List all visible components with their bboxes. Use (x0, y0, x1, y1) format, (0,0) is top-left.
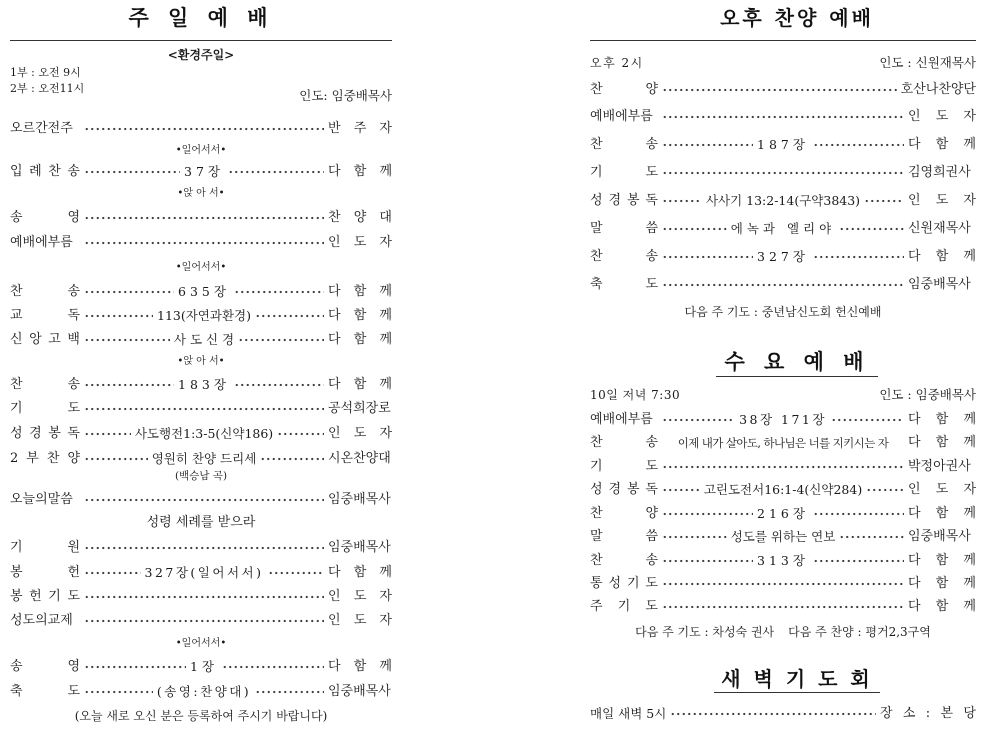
order-item-person: 인 도 자 (328, 613, 392, 628)
order-item-label: 찬 송 (10, 377, 80, 392)
newcomer-note: (오늘 새로 오신 분은 등록하여 주시기 바랍니다) (74, 709, 328, 723)
order-item-content: 313장 (757, 553, 809, 568)
order-item (10, 306, 392, 326)
order-item-label: 성 경 봉 독 (590, 482, 658, 497)
order-item-label: 예배에부름 (590, 412, 653, 427)
order-item-person: 다 함 께 (908, 249, 976, 264)
dot-leader (234, 375, 324, 395)
sunday-service-column (10, 0, 392, 742)
dot-leader (831, 410, 904, 430)
order-item-label: 찬 양 (590, 82, 658, 97)
order-item-content: 216장 (757, 506, 809, 521)
order-item (590, 247, 976, 267)
order-item-label: 기 도 (590, 165, 658, 180)
order-item-content: 영원히 찬양 드리세 (151, 451, 257, 466)
order-item-content: 635장 (178, 284, 230, 299)
order-item-label: 기 도 (10, 401, 80, 416)
dawn-prayer-title: 새 벽 기 도 회 (721, 667, 873, 691)
order-item-content: 183장 (178, 377, 230, 392)
order-item-label: 주 기 도 (590, 599, 658, 614)
order-item-person: 호산나찬양단 (900, 82, 976, 97)
order-item-label: 성 경 봉 독 (590, 193, 658, 208)
posture-note: •앉 아 서• (177, 188, 225, 199)
order-item-person: 김영희권사 (908, 165, 971, 180)
order-item-person: 박정아권사 (908, 459, 971, 474)
order-item-person: 다 함 께 (328, 377, 392, 392)
dot-leader (84, 306, 153, 326)
order-item-person: 인 도 자 (328, 589, 392, 604)
order-item (10, 538, 392, 558)
order-item-label: 찬 송 (590, 553, 658, 568)
order-item-label: 기 원 (10, 540, 80, 555)
dot-leader (662, 551, 753, 571)
dot-leader (238, 330, 324, 350)
sunday-leader: 인도: 임중배목사 (299, 88, 392, 103)
order-item (10, 119, 392, 139)
dawn-prayer-location: 장 소 : 본 당 (880, 706, 976, 721)
wednesday-service-title: 수 요 예 배 (724, 349, 870, 374)
dot-leader (662, 504, 753, 524)
afternoon-service-title: 오후 찬양 예배 (720, 6, 874, 30)
first-service-time: 1부 : 오전 9시 (10, 66, 81, 79)
order-item-content: 327장(일어서서) (144, 565, 264, 580)
order-item-person: 임중배목사 (908, 277, 971, 292)
dot-leader (662, 247, 753, 267)
sermon-title: 성령 세례를 받으라 (146, 515, 256, 530)
order-item-content: 1장 (189, 659, 219, 674)
sunday-theme: <환경주일> (167, 48, 235, 62)
dot-leader (662, 107, 904, 127)
order-item-person: 다 함 께 (908, 412, 977, 427)
dot-leader (84, 657, 186, 677)
order-item-content: 38장 171장 (739, 412, 827, 427)
dot-leader (839, 527, 904, 547)
dot-leader (277, 424, 324, 444)
order-item-person: 다 함 께 (908, 137, 976, 152)
order-item-person: 찬 양 대 (328, 210, 392, 225)
order-item-person: 다 함 께 (908, 435, 976, 450)
afternoon-time: 오후 2시 (590, 56, 644, 70)
dot-leader (662, 219, 727, 239)
dot-leader (260, 449, 324, 469)
wednesday-next-praise: 다음 주 찬양 : 평거2,3구역 (788, 625, 931, 639)
order-item-person: 다 함 께 (328, 565, 392, 580)
dot-leader (222, 657, 324, 677)
order-item (10, 282, 392, 302)
dot-leader (255, 682, 324, 702)
order-item (590, 107, 976, 127)
order-item-person: 임중배목사 (908, 529, 971, 544)
order-item-person: 인 도 자 (908, 193, 976, 208)
dot-leader (662, 480, 700, 500)
order-item-content: 성도를 위하는 연보 (730, 529, 836, 544)
order-item-label: 찬 송 (10, 284, 80, 299)
order-item (590, 480, 976, 500)
order-item-person: 다 함 께 (328, 332, 393, 347)
dot-leader (662, 527, 727, 547)
order-item (10, 490, 392, 510)
order-item (590, 191, 976, 211)
order-item (10, 657, 392, 677)
dot-leader (84, 399, 324, 419)
dot-leader (662, 275, 904, 295)
order-item-label: 말 씀 (590, 529, 658, 544)
dot-leader (84, 233, 324, 253)
dot-leader (84, 208, 324, 228)
dot-leader (84, 682, 153, 702)
order-item-label: 예배에부름 (590, 109, 653, 124)
order-item-person: 반 주 자 (328, 121, 392, 136)
order-item-label: 봉 헌 (10, 565, 80, 580)
dot-leader (662, 191, 702, 211)
order-item-label: 기 도 (590, 459, 658, 474)
dot-leader (813, 135, 904, 155)
hymn-composer: (백승남 곡) (174, 470, 228, 482)
order-item-content: 사도행전1:3-5(신약186) (134, 426, 274, 441)
order-item (590, 574, 976, 594)
order-item-label: 입 례 찬 송 (10, 164, 80, 179)
order-item (590, 219, 976, 239)
order-item (10, 587, 392, 607)
order-item-label: 오늘의말씀 (10, 492, 73, 507)
second-service-time: 2부 : 오전11시 (10, 82, 85, 95)
order-item-person: 임중배목사 (328, 492, 391, 507)
dot-leader (662, 135, 753, 155)
dot-leader (662, 574, 904, 594)
order-item-label: 봉 헌 기 도 (10, 589, 80, 604)
wednesday-time: 10일 저녁 7:30 (590, 388, 681, 402)
order-item-label: 송 영 (10, 210, 80, 225)
weekday-services-column (590, 0, 976, 742)
order-item-label: 축 도 (590, 277, 658, 292)
order-item (10, 330, 392, 350)
dot-leader (84, 563, 141, 583)
order-item-label: 축 도 (10, 684, 80, 699)
title-underline (590, 40, 976, 41)
dot-leader (228, 162, 324, 182)
order-item (590, 275, 976, 295)
dot-leader (813, 504, 904, 524)
dot-leader (268, 563, 325, 583)
wednesday-leader: 인도 : 임중배목사 (879, 387, 976, 402)
order-item-person: 다 함 께 (908, 553, 976, 568)
order-item (10, 449, 392, 469)
dot-leader (84, 538, 324, 558)
title-underline (716, 376, 878, 377)
order-item (10, 233, 392, 253)
order-item (590, 163, 976, 183)
order-item (10, 162, 392, 182)
order-item-label: 찬 양 (590, 506, 658, 521)
order-item (10, 563, 392, 583)
dot-leader (84, 162, 180, 182)
order-item-label: 통 성 기 도 (590, 576, 658, 591)
order-item-label: 2 부 찬 양 (10, 451, 80, 466)
dot-leader (84, 449, 148, 469)
order-item-label: 성 경 봉 독 (10, 426, 80, 441)
order-item-content: 사사기 13:2-14(구약3843) (705, 193, 861, 208)
dot-leader (255, 306, 324, 326)
order-item (10, 375, 392, 395)
order-item-label: 찬 송 (590, 249, 658, 264)
order-item-person: 인 도 자 (908, 482, 977, 497)
dot-leader (662, 80, 897, 100)
order-item (10, 208, 392, 228)
dot-leader (662, 163, 904, 183)
order-item (590, 551, 976, 571)
order-item-content: 고린도전서16:1-4(신약284) (703, 482, 863, 497)
order-item-label: 말 씀 (590, 221, 658, 236)
afternoon-time-row (590, 53, 976, 73)
wednesday-time-row (590, 385, 976, 405)
dot-leader (84, 119, 324, 139)
order-item-person: 임중배목사 (328, 540, 391, 555)
order-item-content: 에녹과 엘리야 (730, 221, 836, 236)
sunday-service-title: 주 일 예 배 (128, 5, 274, 30)
dot-leader (813, 551, 904, 571)
order-item-label: 교 독 (10, 308, 80, 323)
wednesday-next-prayer: 다음 주 기도 : 차성숙 권사 (635, 625, 775, 639)
order-item (10, 424, 392, 444)
wednesday-next-info (590, 623, 976, 641)
order-item (10, 682, 392, 702)
dot-leader (84, 424, 131, 444)
order-item-content: (송영:찬양대) (156, 684, 252, 699)
dawn-prayer-time: 매일 새벽 5시 (590, 706, 667, 721)
dot-leader (662, 457, 904, 477)
dot-leader (864, 191, 904, 211)
order-item-label: 찬 송 (590, 137, 658, 152)
dot-leader (84, 611, 324, 631)
order-item (590, 135, 976, 155)
order-item-label: 성도의교제 (10, 613, 73, 628)
order-item (10, 399, 392, 419)
dot-leader (670, 704, 876, 724)
order-item (590, 527, 976, 547)
posture-note: •일어서서• (175, 262, 227, 273)
order-item (590, 597, 976, 617)
order-item-person: 공석희장로 (328, 401, 391, 416)
dot-leader (84, 282, 174, 302)
order-item-person: 인 도 자 (908, 109, 976, 124)
order-item-person: 다 함 께 (328, 308, 392, 323)
order-item (590, 433, 976, 453)
order-item-person: 다 함 께 (908, 576, 976, 591)
afternoon-next-prayer: 다음 주 기도 : 중년남신도회 헌신예배 (684, 305, 882, 319)
afternoon-leader: 인도 : 신원재목사 (879, 55, 976, 70)
order-item-person: 인 도 자 (328, 235, 392, 250)
order-item-person: 다 함 께 (908, 599, 976, 614)
order-item-label: 오르간전주 (10, 121, 73, 136)
posture-note: •일어서서• (175, 638, 227, 649)
order-item (590, 410, 976, 430)
dot-leader (839, 219, 904, 239)
order-item-person: 신원재목사 (908, 221, 971, 236)
dot-leader (234, 282, 324, 302)
order-item-person: 다 함 께 (328, 284, 392, 299)
dawn-prayer-row (590, 704, 976, 724)
dot-leader (84, 330, 170, 350)
order-item-person: 임중배목사 (328, 684, 391, 699)
order-item-content: 327장 (757, 249, 809, 264)
order-item-person: 다 함 께 (328, 659, 392, 674)
order-item-content: 사 도 신 경 (173, 332, 235, 347)
order-item-person: 인 도 자 (328, 426, 393, 441)
order-item-person: 다 함 께 (328, 164, 393, 179)
order-item (590, 457, 976, 477)
order-item-person: 다 함 께 (908, 506, 976, 521)
order-item-content: 187장 (757, 137, 809, 152)
dot-leader (662, 410, 735, 430)
dot-leader (813, 247, 904, 267)
order-item (590, 504, 976, 524)
dot-leader (866, 480, 904, 500)
posture-note: •앉 아 서• (177, 356, 225, 367)
order-item-label: 찬 송 (590, 435, 658, 450)
order-item-label: 신 앙 고 백 (10, 332, 80, 347)
title-underline (10, 40, 392, 41)
order-item-content: 37장 (184, 164, 224, 179)
order-item-person: 시온찬양대 (328, 451, 391, 466)
dot-leader (84, 490, 324, 510)
dot-leader (662, 597, 904, 617)
order-item-label: 송 영 (10, 659, 80, 674)
order-item-content: 이제 내가 살아도, 하나님은 너를 지키시는 자 (677, 436, 889, 450)
posture-note: •일어서서• (175, 145, 227, 156)
dot-leader (84, 375, 174, 395)
order-item-label: 예배에부름 (10, 235, 73, 250)
dot-leader (84, 587, 324, 607)
order-item (10, 611, 392, 631)
title-underline (714, 692, 880, 693)
order-item-content: 113(자연과환경) (157, 308, 251, 323)
order-item (590, 80, 976, 100)
